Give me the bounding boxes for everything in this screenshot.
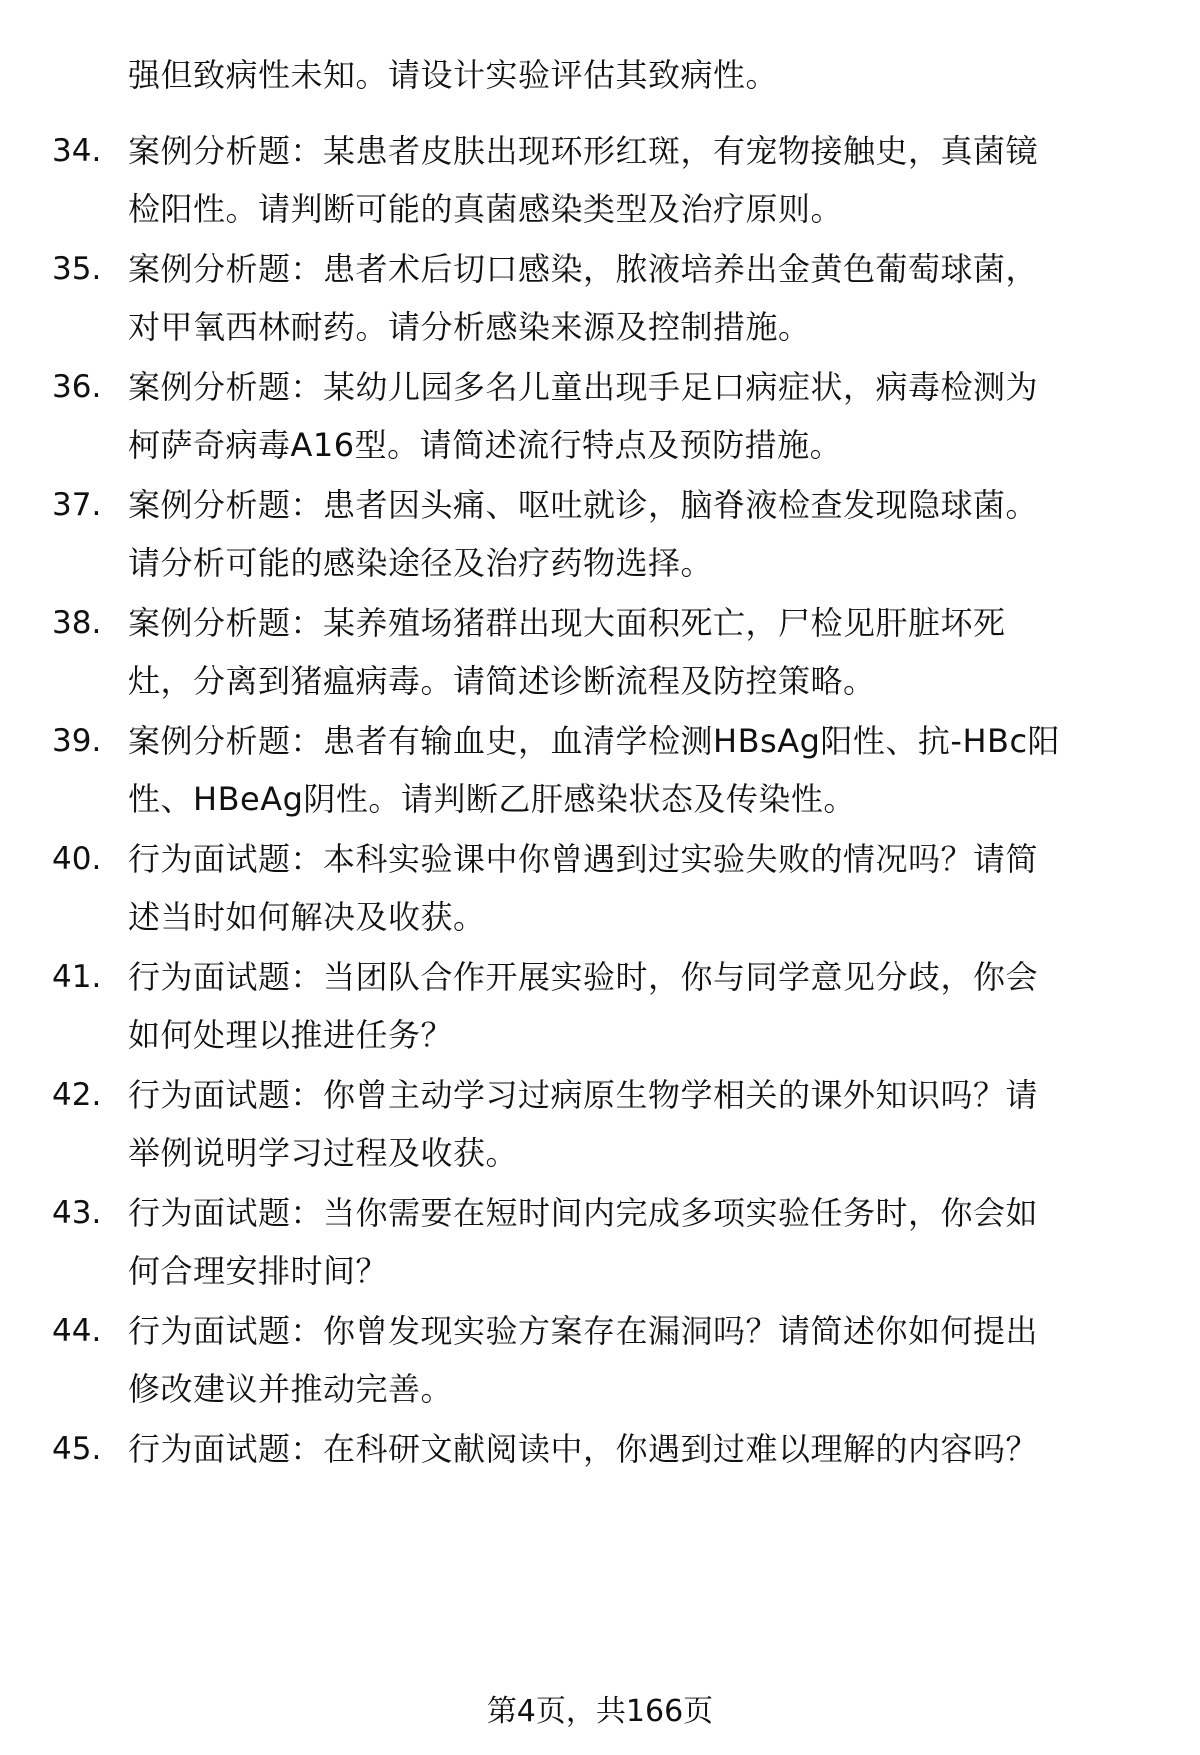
- question-text: [128, 240, 1158, 356]
- question-number: 42.: [52, 1077, 102, 1113]
- question-number: 39.: [52, 723, 102, 759]
- question-text: [128, 476, 1158, 592]
- question-line: 行为面试题：本科实验课中你曾遇到过实验失败的情况吗？请简: [128, 840, 1039, 878]
- question-line: 案例分析题：患者因头痛、呕吐就诊，脑脊液检查发现隐球菌。: [128, 486, 1039, 524]
- question-line: 修改建议并推动完善。: [128, 1370, 454, 1408]
- question-line: 述当时如何解决及收获。: [128, 898, 486, 936]
- question-number: 44.: [52, 1313, 102, 1349]
- question-text: [128, 830, 1158, 946]
- question-number: 37.: [52, 487, 102, 523]
- question-number: 38.: [52, 605, 102, 641]
- continuation-text: 强但致病性未知。请设计实验评估其致病性。: [128, 56, 779, 94]
- question-line: 如何处理以推进任务？: [128, 1016, 454, 1054]
- question-line: 灶，分离到猪瘟病毒。请简述诊断流程及防控策略。: [128, 662, 876, 700]
- question-line: 举例说明学习过程及收获。: [128, 1134, 519, 1172]
- question-number: 36.: [52, 369, 102, 405]
- page-footer: [0, 1690, 1200, 1734]
- question-line: 请分析可能的感染途径及治疗药物选择。: [128, 544, 714, 582]
- question-line: 案例分析题：某养殖场猪群出现大面积死亡，尸检见肝脏坏死: [128, 604, 1006, 642]
- question-line: 行为面试题：你曾主动学习过病原生物学相关的课外知识吗？请: [128, 1076, 1039, 1114]
- question-line: 何合理安排时间？: [128, 1252, 389, 1290]
- question-text: [128, 1420, 1158, 1478]
- question-line: 行为面试题：当团队合作开展实验时，你与同学意见分歧，你会: [128, 958, 1039, 996]
- question-line: 性、HBeAg阴性。请判断乙肝感染状态及传染性。: [128, 780, 856, 818]
- question-number: 41.: [52, 959, 102, 995]
- question-number: 34.: [52, 133, 102, 169]
- question-text: [128, 1066, 1158, 1182]
- question-number: 43.: [52, 1195, 102, 1231]
- question-line: 行为面试题：在科研文献阅读中，你遇到过难以理解的内容吗？: [128, 1430, 1039, 1468]
- question-text: [128, 1302, 1158, 1418]
- question-text: [128, 712, 1158, 828]
- question-line: 案例分析题：患者术后切口感染，脓液培养出金黄色葡萄球菌，: [128, 250, 1039, 288]
- question-line: 柯萨奇病毒A16型。请简述流行特点及预防措施。: [128, 426, 843, 464]
- question-number: 40.: [52, 841, 102, 877]
- question-line: 检阳性。请判断可能的真菌感染类型及治疗原则。: [128, 190, 844, 228]
- question-text: [128, 1184, 1158, 1300]
- question-text: [128, 358, 1158, 474]
- page-number-label: 第4页，共166页: [486, 1694, 714, 1729]
- question-line: 案例分析题：某患者皮肤出现环形红斑，有宠物接触史，真菌镜: [128, 132, 1039, 170]
- question-text: [128, 122, 1158, 238]
- question-number: 45.: [52, 1431, 102, 1467]
- question-text: [128, 594, 1158, 710]
- question-number: 35.: [52, 251, 102, 287]
- question-line: 行为面试题：当你需要在短时间内完成多项实验任务时，你会如: [128, 1194, 1039, 1232]
- question-line: 对甲氧西林耐药。请分析感染来源及控制措施。: [128, 308, 811, 346]
- question-line: 案例分析题：某幼儿园多名儿童出现手足口病症状，病毒检测为: [128, 368, 1039, 406]
- question-line: 行为面试题：你曾发现实验方案存在漏洞吗？请简述你如何提出: [128, 1312, 1039, 1350]
- question-line: 案例分析题：患者有输血史，血清学检测HBsAg阳性、抗-HBc阳: [128, 722, 1061, 760]
- question-text: [128, 948, 1158, 1064]
